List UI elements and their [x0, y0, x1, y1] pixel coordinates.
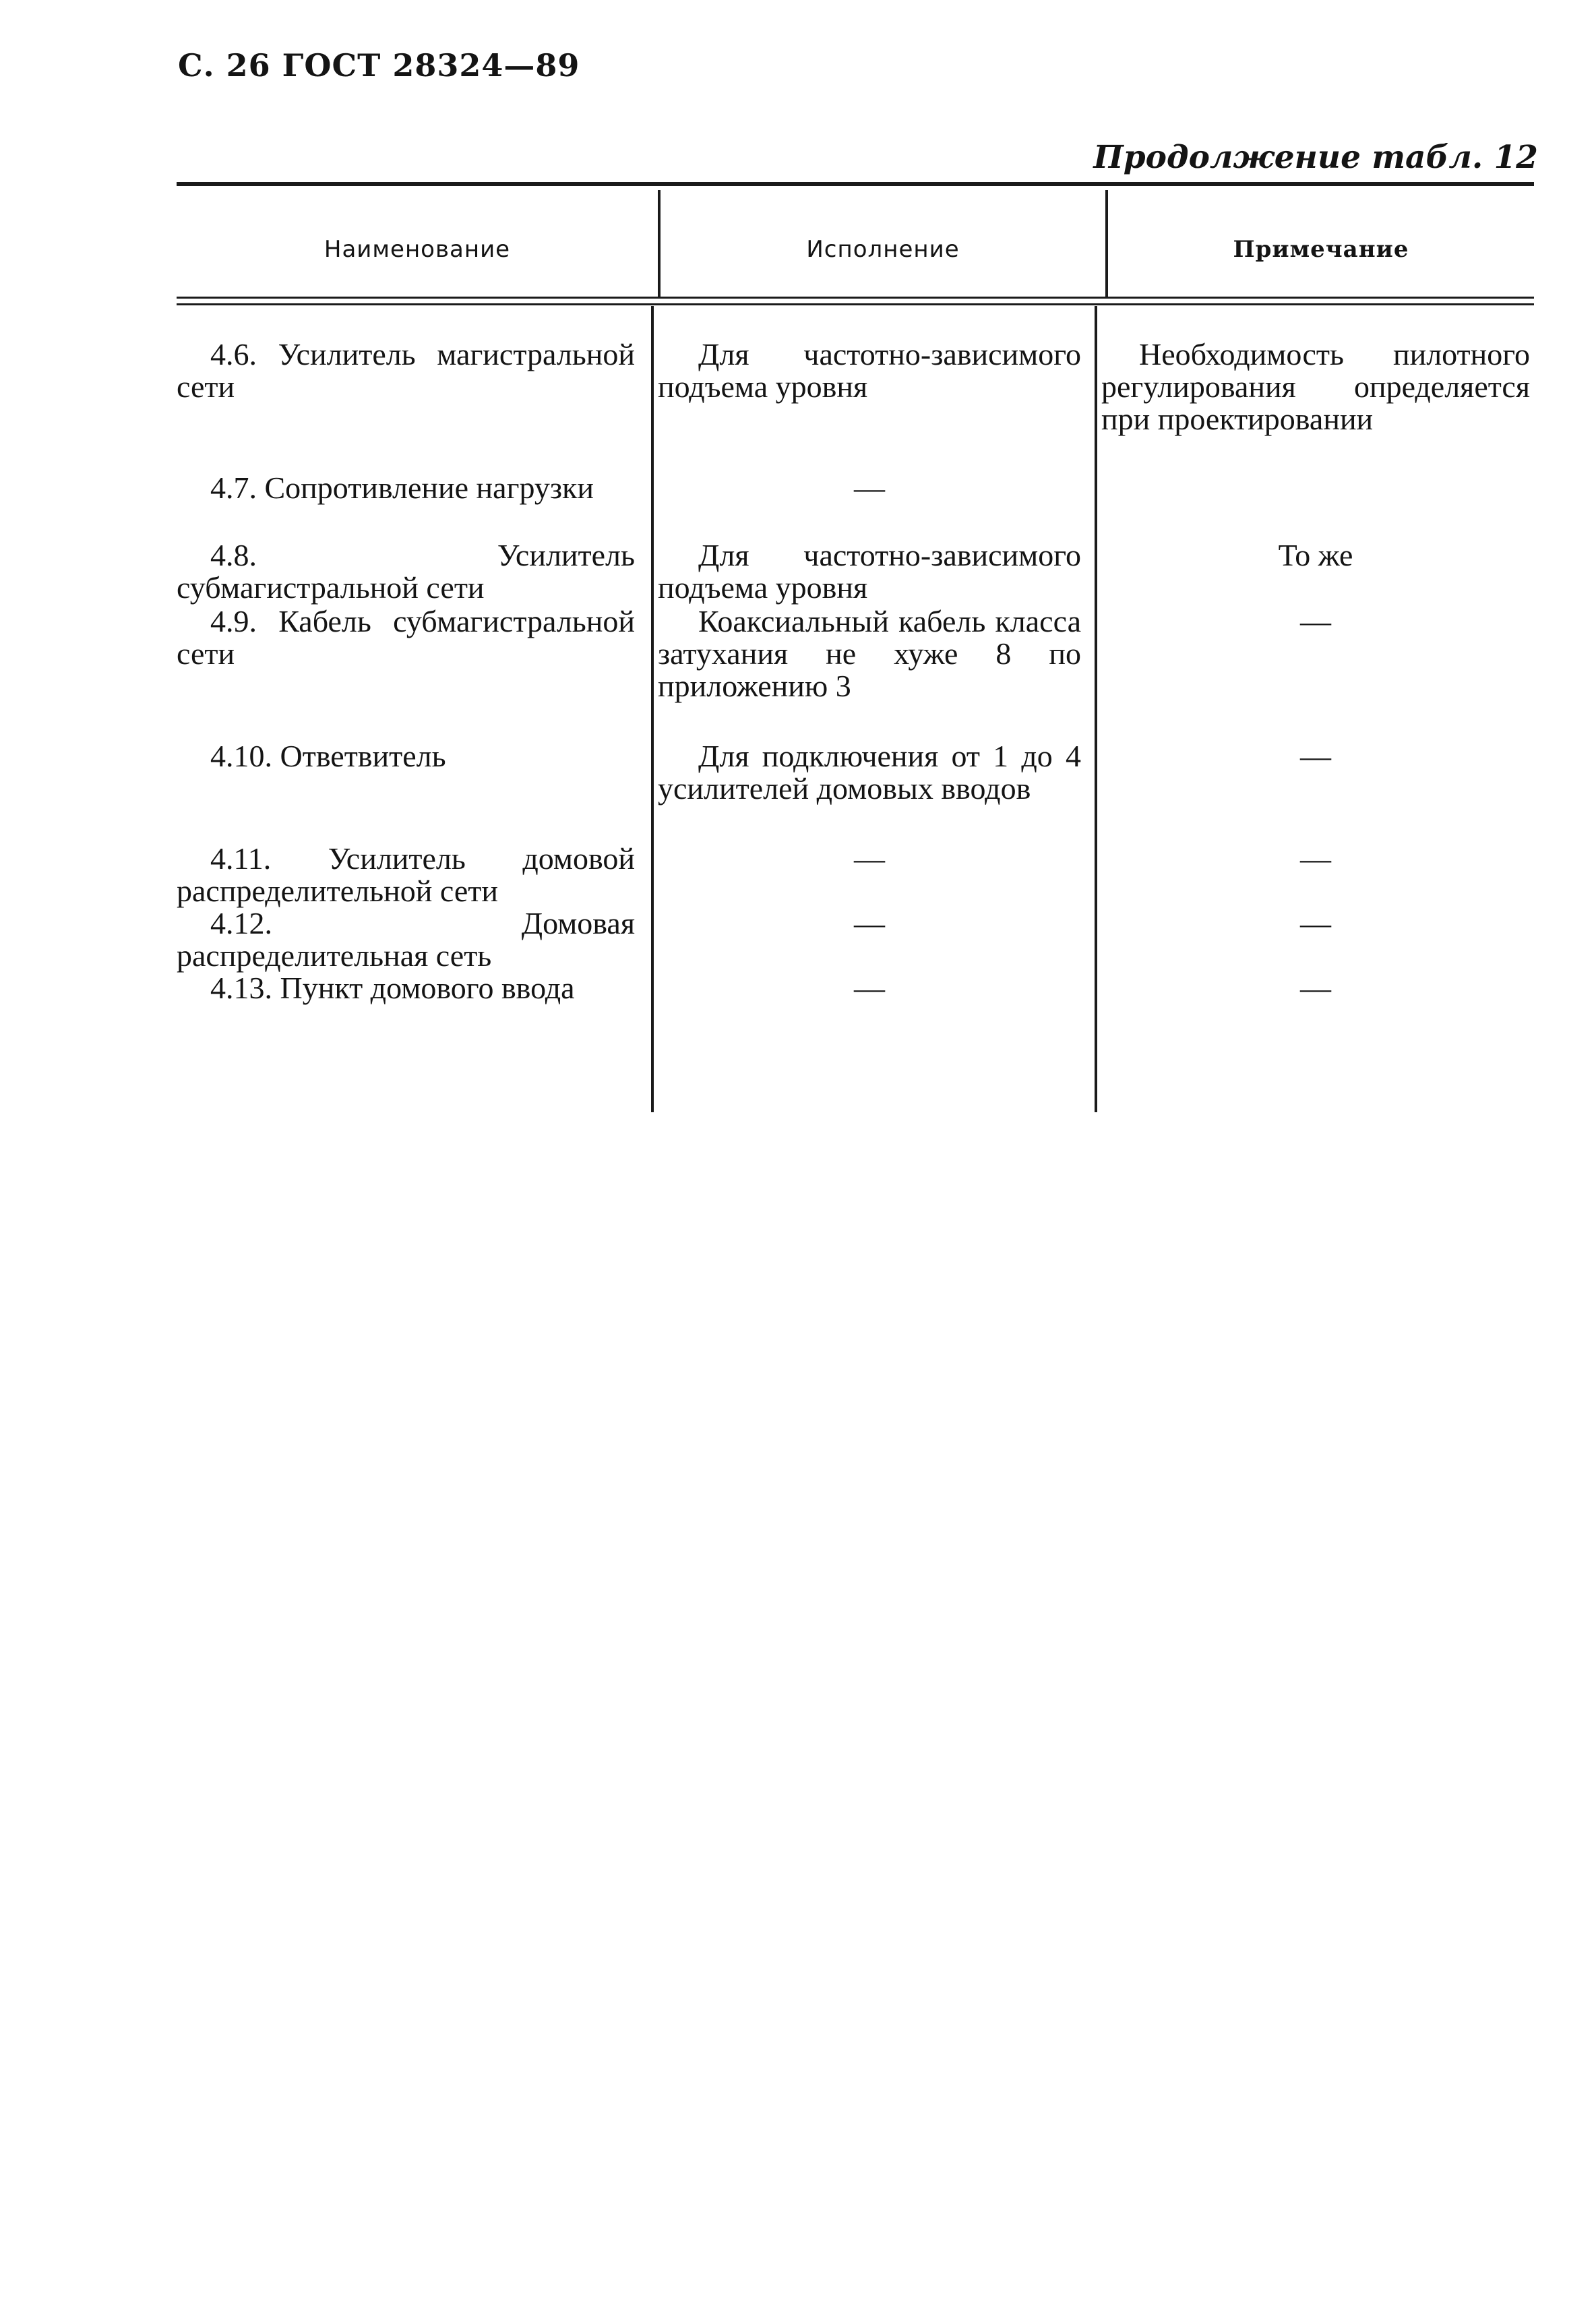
table-row-execution: Для частотно-зависимого подъема уровня: [658, 337, 1081, 404]
table-row-note: —: [1300, 739, 1331, 773]
header-rule-double: [177, 303, 1534, 305]
page-header: С. 26 ГОСТ 28324—89: [178, 47, 580, 84]
table-row-note: То же: [1278, 538, 1353, 572]
table-row-name: 4.6. Усилитель магистральной сети: [177, 337, 635, 404]
table-row-name: 4.13. Пункт домового ввода: [210, 971, 575, 1005]
table-row-execution: —: [854, 471, 885, 505]
table-row-execution: Для подключения от 1 до 4 усилителей домовых вводов: [658, 739, 1081, 806]
table-row-note: —: [1300, 604, 1331, 638]
table-row-execution: —: [854, 841, 885, 876]
table-continuation-label: Продолжение табл. 12: [1093, 139, 1538, 176]
table-row-name: 4.12. Домовая распределительная сеть: [177, 906, 635, 973]
specification-table: [177, 182, 1534, 1126]
table-row-name: 4.11. Усилитель домовой распределительной сети: [177, 841, 635, 908]
table-row-name: 4.8. Усилитель субмагистральной сети: [177, 538, 635, 605]
table-row-execution: —: [854, 971, 885, 1005]
table-row-execution: —: [854, 906, 885, 940]
table-top-rule: [177, 182, 1534, 186]
table-row-name: 4.10. Ответвитель: [210, 739, 446, 773]
table-row-note: Необходимость пилотного регулирования определяется при проектировании: [1101, 337, 1530, 436]
table-row-name: 4.9. Кабель субмагистральной сети: [177, 604, 635, 671]
column-header-note: Примечание: [1233, 236, 1409, 263]
body-divider-2: [1095, 306, 1097, 1112]
column-header-execution: Исполнение: [806, 236, 960, 263]
table-row-execution: Для частотно-зависимого подъема уровня: [658, 538, 1081, 605]
table-row-name: 4.7. Сопротивление нагрузки: [210, 471, 594, 505]
body-divider-1: [651, 306, 654, 1112]
table-row-execution: Коаксиальный кабель класса затухания не хуже 8 по приложению 3: [658, 604, 1081, 703]
table-row-note: —: [1300, 971, 1331, 1005]
column-header-name: Наименование: [324, 236, 511, 263]
table-row-note: —: [1300, 841, 1331, 876]
table-row-note: —: [1300, 906, 1331, 940]
header-rule: [177, 297, 1534, 299]
